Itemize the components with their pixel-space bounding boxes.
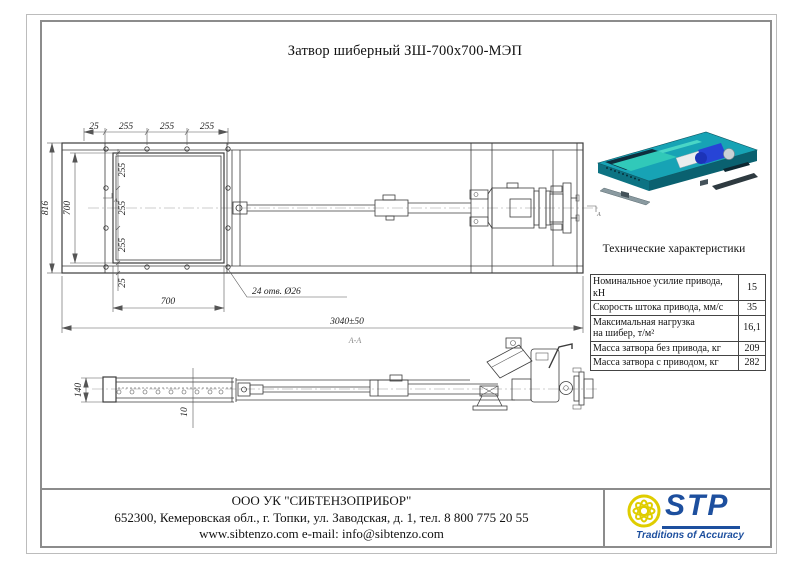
spec-label-line2: на шибер, т/м² — [593, 328, 655, 339]
dim-chain-top-25: 25 — [89, 122, 99, 132]
spec-label: Номинальное усилие привода, кН — [593, 276, 723, 299]
dim-overall-height: 816 — [41, 200, 51, 216]
company-info — [40, 490, 603, 546]
spec-row — [591, 275, 766, 301]
specs-heading: Технические характеристики — [602, 243, 746, 255]
spec-value: 209 — [739, 341, 766, 356]
stp-emblem-icon — [627, 494, 661, 528]
stp-logo-underline — [662, 526, 740, 529]
side-bolt-holes — [117, 390, 223, 394]
actuator-rod-top — [233, 195, 471, 220]
section-mark-letter-right: А — [597, 212, 601, 218]
dim-chain-left-25: 25 — [118, 278, 128, 288]
spec-value: 35 — [739, 301, 766, 316]
top-view-drawing — [41, 122, 601, 345]
actuator-rod-side — [238, 375, 498, 396]
spec-label: Масса затвора с приводом, кг — [593, 357, 719, 368]
section-label: А-А — [348, 336, 362, 345]
company-address: 652300, Кемеровская обл., г. Топки, ул. Заводская, д. 1, тел. 8 800 775 20 55 — [114, 509, 529, 525]
stp-logo-text: STP — [665, 489, 730, 522]
spec-row — [591, 315, 766, 341]
section-mark-letter-left: А — [114, 198, 118, 204]
spec-row — [591, 356, 766, 371]
dim-chain-top-255c: 255 — [199, 122, 215, 132]
dim-opening-width: 700 — [160, 297, 176, 307]
company-name: ООО УК "СИБТЕНЗОПРИБОР" — [231, 493, 412, 509]
product-3d-render — [598, 132, 758, 205]
page-title: Затвор шиберный ЗШ-700х700-МЭП — [287, 43, 523, 59]
electric-actuator-side — [473, 338, 593, 410]
side-view-drawing — [74, 338, 600, 428]
dim-side-height: 140 — [74, 382, 84, 398]
dim-chain-left-255b: 255 — [118, 200, 128, 216]
spec-value: 282 — [739, 356, 766, 371]
dim-chain-left-255c: 255 — [118, 237, 128, 253]
spec-row — [591, 341, 766, 356]
stp-logo-tagline: Traditions of Accuracy — [636, 530, 744, 541]
specs-table — [590, 274, 766, 371]
dim-chain-top-255a: 255 — [118, 122, 134, 132]
dim-chain-top-255b: 255 — [159, 122, 175, 132]
dim-chain-left-255a: 255 — [118, 162, 128, 178]
stp-logo — [603, 490, 772, 546]
dim-gate-thickness: 10 — [180, 407, 190, 417]
spec-row — [591, 301, 766, 316]
company-contacts: www.sibtenzo.com e-mail: info@sibtenzo.com — [199, 526, 444, 542]
dim-opening-height: 700 — [63, 200, 73, 216]
holes-callout: 24 отв. Ø26 — [252, 287, 301, 297]
spec-label-line1: Максимальная нагрузка — [593, 316, 695, 328]
spec-value: 15 — [739, 275, 766, 301]
dim-overall-length: 3040±50 — [330, 317, 364, 327]
title-block — [40, 488, 770, 546]
electric-actuator-top — [470, 183, 579, 233]
spec-label: Масса затвора без привода, кг — [593, 342, 721, 354]
spec-label: Скорость штока привода, мм/с — [593, 302, 724, 313]
section-marks — [103, 193, 601, 218]
spec-value: 16,1 — [739, 315, 766, 341]
top-view-dimensions — [41, 122, 583, 345]
